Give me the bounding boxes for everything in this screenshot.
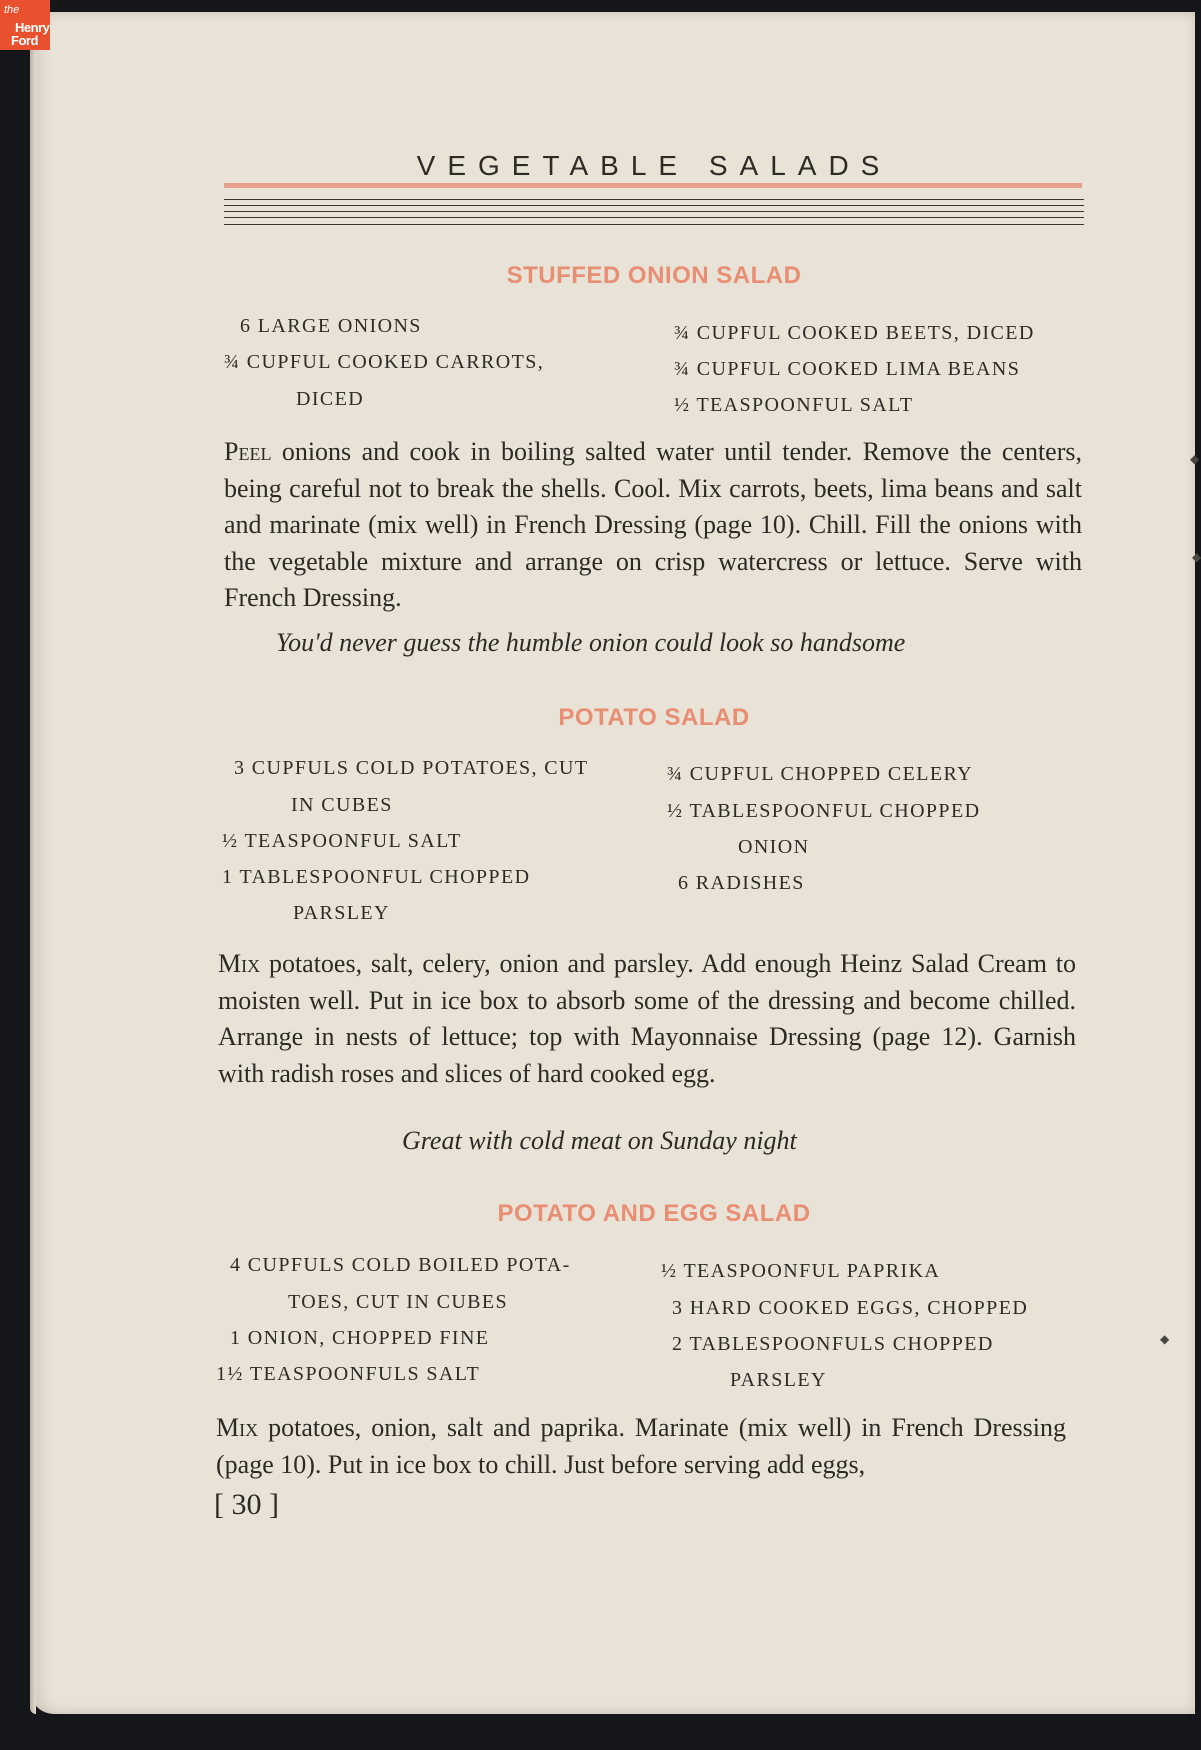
margin-mark: ◆ bbox=[1160, 1332, 1170, 1346]
ingredient: IN CUBES bbox=[291, 794, 393, 816]
ingredient: ¾ CUPFUL COOKED CARROTS, bbox=[224, 351, 545, 373]
ingredient: 1 TABLESPOONFUL CHOPPED bbox=[222, 866, 531, 888]
ingredient: TOES, CUT IN CUBES bbox=[288, 1291, 509, 1313]
margin-mark: ◆ bbox=[1192, 550, 1201, 564]
ingredient: ONION bbox=[738, 836, 810, 858]
recipe-title-stuffed-onion: STUFFED ONION SALAD bbox=[506, 262, 802, 289]
recipe-tagline-potato: Great with cold meat on Sunday night bbox=[402, 1126, 797, 1155]
henry-ford-logo bbox=[0, 0, 50, 50]
margin-mark: ◆ bbox=[1190, 452, 1200, 466]
logo-henry: Henry bbox=[15, 20, 50, 35]
page-edge bbox=[30, 12, 36, 1714]
ingredient: ¾ CUPFUL CHOPPED CELERY bbox=[667, 763, 973, 785]
ingredient: ½ TEASPOONFUL SALT bbox=[222, 830, 462, 852]
recipe-title-potato: POTATO SALAD bbox=[558, 704, 750, 731]
recipe-method-potato bbox=[218, 946, 1076, 1092]
ingredient: DICED bbox=[296, 388, 365, 410]
method-lead-word: Mix bbox=[218, 949, 261, 978]
ingredient: PARSLEY bbox=[293, 902, 390, 924]
header-rule-2 bbox=[224, 205, 1084, 206]
header-rule-1 bbox=[224, 199, 1084, 200]
ingredient: 4 CUPFULS COLD BOILED POTA- bbox=[230, 1254, 571, 1276]
recipe-method-potato-egg bbox=[216, 1410, 1066, 1483]
method-lead-word: Mix bbox=[216, 1413, 259, 1442]
header-rule-4 bbox=[224, 217, 1084, 218]
ingredient: 6 RADISHES bbox=[678, 872, 805, 894]
ingredient: 1½ TEASPOONFULS SALT bbox=[216, 1363, 481, 1385]
header-rule-5 bbox=[224, 224, 1084, 225]
ingredient: 3 CUPFULS COLD POTATOES, CUT bbox=[234, 757, 589, 779]
header-rule-red bbox=[224, 183, 1082, 188]
method-lead-word: Peel bbox=[224, 437, 272, 466]
running-head: VEGETABLE SALADS bbox=[416, 150, 892, 181]
ingredient: ¾ CUPFUL COOKED LIMA BEANS bbox=[674, 358, 1021, 380]
ingredient: 6 LARGE ONIONS bbox=[240, 315, 422, 337]
ingredient: 2 TABLESPOONFULS CHOPPED bbox=[672, 1333, 994, 1355]
ingredient: PARSLEY bbox=[730, 1369, 827, 1391]
logo-ford: Ford bbox=[11, 33, 38, 48]
ingredient: ½ TEASPOONFUL SALT bbox=[674, 394, 914, 416]
method-text: potatoes, salt, celery, onion and parsley. Add enough Heinz Salad Cream to moisten well. Put in ice box to absorb some of the dressing and become chilled. Arrange in nests of lettuce; top with Mayonnaise Dressing (page 12). Garnish with radish roses and slices of hard cooked egg. bbox=[218, 949, 1076, 1088]
method-text: onions and cook in boiling salted water until tender. Remove the centers, being careful not to break the shells. Cool. Mix carrots, beets, lima beans and salt and marinate (mix well) in French Dressing (page 10). Chill. Fill the onions with the vegetable mixture and arrange on crisp watercress or lettuce. Serve with French Dressing. bbox=[224, 437, 1082, 612]
logo-the: the bbox=[4, 4, 20, 16]
header-rule-3 bbox=[224, 211, 1084, 212]
ingredient: ¾ CUPFUL COOKED BEETS, DICED bbox=[674, 322, 1035, 344]
ingredient: 1 ONION, CHOPPED FINE bbox=[230, 1327, 490, 1349]
recipe-tagline-stuffed-onion: You'd never guess the humble onion could look so handsome bbox=[276, 628, 906, 657]
page-number: [ 30 ] bbox=[214, 1488, 279, 1521]
ingredient: ½ TABLESPOONFUL CHOPPED bbox=[667, 800, 981, 822]
ingredient: ½ TEASPOONFUL PAPRIKA bbox=[661, 1260, 941, 1282]
recipe-method-stuffed-onion bbox=[224, 434, 1082, 617]
ingredient: 3 HARD COOKED EGGS, CHOPPED bbox=[672, 1297, 1029, 1319]
method-text: potatoes, onion, salt and paprika. Marinate (mix well) in French Dressing (page 10). Put in ice box to chill. Just before serving add eggs, bbox=[216, 1413, 1066, 1479]
recipe-title-potato-egg: POTATO AND EGG SALAD bbox=[497, 1200, 811, 1227]
